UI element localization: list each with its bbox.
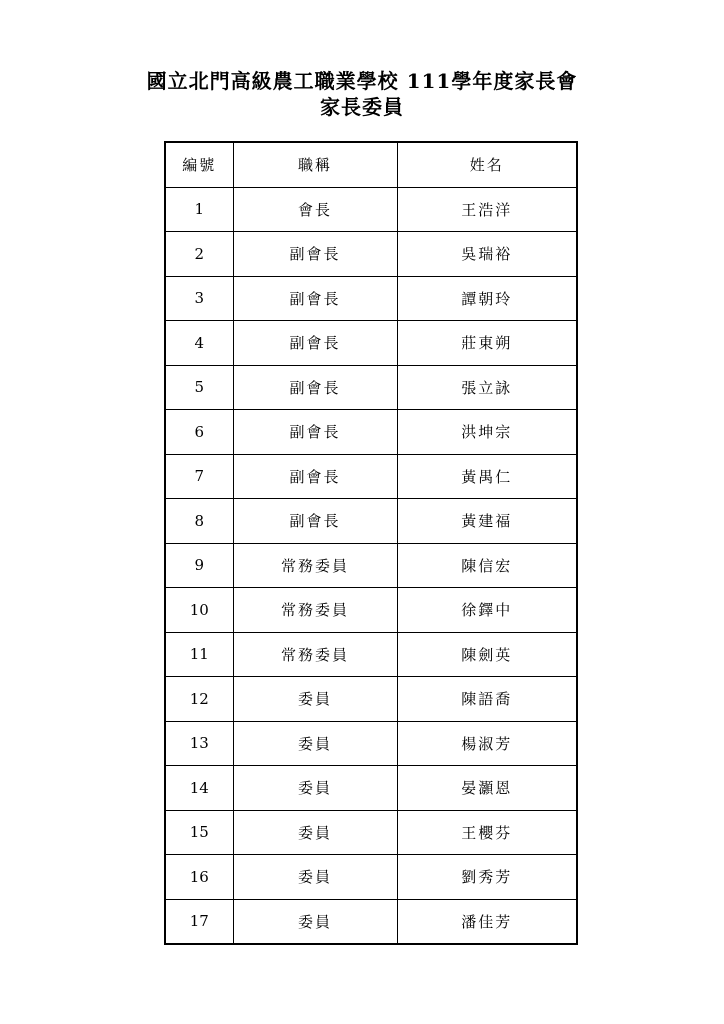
cell-position: 常務委員 xyxy=(233,588,397,633)
cell-name: 晏灝恩 xyxy=(397,766,577,811)
cell-position: 委員 xyxy=(233,810,397,855)
cell-number: 3 xyxy=(165,276,233,321)
cell-position: 委員 xyxy=(233,766,397,811)
committee-table xyxy=(164,141,578,945)
table-row xyxy=(165,588,577,633)
cell-number: 2 xyxy=(165,232,233,277)
table-row xyxy=(165,499,577,544)
cell-position: 副會長 xyxy=(233,499,397,544)
cell-position: 副會長 xyxy=(233,321,397,366)
cell-name: 吳瑞裕 xyxy=(397,232,577,277)
cell-name: 陳劍英 xyxy=(397,632,577,677)
cell-name: 莊東朔 xyxy=(397,321,577,366)
cell-name: 王櫻芬 xyxy=(397,810,577,855)
cell-number: 1 xyxy=(165,187,233,232)
cell-number: 5 xyxy=(165,365,233,410)
table-row xyxy=(165,321,577,366)
table-row xyxy=(165,410,577,455)
cell-position: 副會長 xyxy=(233,454,397,499)
cell-number: 4 xyxy=(165,321,233,366)
cell-position: 副會長 xyxy=(233,365,397,410)
cell-name: 王浩洋 xyxy=(397,187,577,232)
cell-name: 洪坤宗 xyxy=(397,410,577,455)
table-row xyxy=(165,232,577,277)
table-row xyxy=(165,766,577,811)
header-number: 編號 xyxy=(165,142,233,187)
cell-name: 譚朝玲 xyxy=(397,276,577,321)
cell-position: 委員 xyxy=(233,721,397,766)
cell-name: 楊淑芳 xyxy=(397,721,577,766)
table-row xyxy=(165,721,577,766)
cell-number: 9 xyxy=(165,543,233,588)
table-row xyxy=(165,543,577,588)
table-row xyxy=(165,677,577,722)
header-name: 姓名 xyxy=(397,142,577,187)
header-position: 職稱 xyxy=(233,142,397,187)
cell-position: 委員 xyxy=(233,677,397,722)
cell-position: 會長 xyxy=(233,187,397,232)
cell-name: 徐鐸中 xyxy=(397,588,577,633)
cell-number: 15 xyxy=(165,810,233,855)
document-subtitle: 家長委員 xyxy=(320,95,404,119)
table-row xyxy=(165,365,577,410)
cell-number: 13 xyxy=(165,721,233,766)
cell-number: 6 xyxy=(165,410,233,455)
table-row xyxy=(165,276,577,321)
cell-number: 17 xyxy=(165,899,233,944)
cell-number: 16 xyxy=(165,855,233,900)
cell-number: 11 xyxy=(165,632,233,677)
cell-position: 委員 xyxy=(233,855,397,900)
table-header-row xyxy=(165,142,577,187)
table-row xyxy=(165,855,577,900)
document-title: 國立北門高級農工職業學校 111學年度家長會 xyxy=(146,69,578,93)
cell-name: 黃建福 xyxy=(397,499,577,544)
cell-name: 劉秀芳 xyxy=(397,855,577,900)
cell-position: 常務委員 xyxy=(233,543,397,588)
cell-position: 副會長 xyxy=(233,276,397,321)
table-row xyxy=(165,454,577,499)
cell-position: 副會長 xyxy=(233,232,397,277)
table-row xyxy=(165,899,577,944)
cell-name: 陳語喬 xyxy=(397,677,577,722)
table-row xyxy=(165,187,577,232)
cell-name: 黃禺仁 xyxy=(397,454,577,499)
cell-number: 14 xyxy=(165,766,233,811)
cell-number: 12 xyxy=(165,677,233,722)
cell-position: 委員 xyxy=(233,899,397,944)
cell-name: 潘佳芳 xyxy=(397,899,577,944)
table-row xyxy=(165,810,577,855)
cell-number: 8 xyxy=(165,499,233,544)
cell-number: 10 xyxy=(165,588,233,633)
cell-position: 副會長 xyxy=(233,410,397,455)
cell-name: 張立詠 xyxy=(397,365,577,410)
cell-position: 常務委員 xyxy=(233,632,397,677)
cell-number: 7 xyxy=(165,454,233,499)
cell-name: 陳信宏 xyxy=(397,543,577,588)
table-row xyxy=(165,632,577,677)
